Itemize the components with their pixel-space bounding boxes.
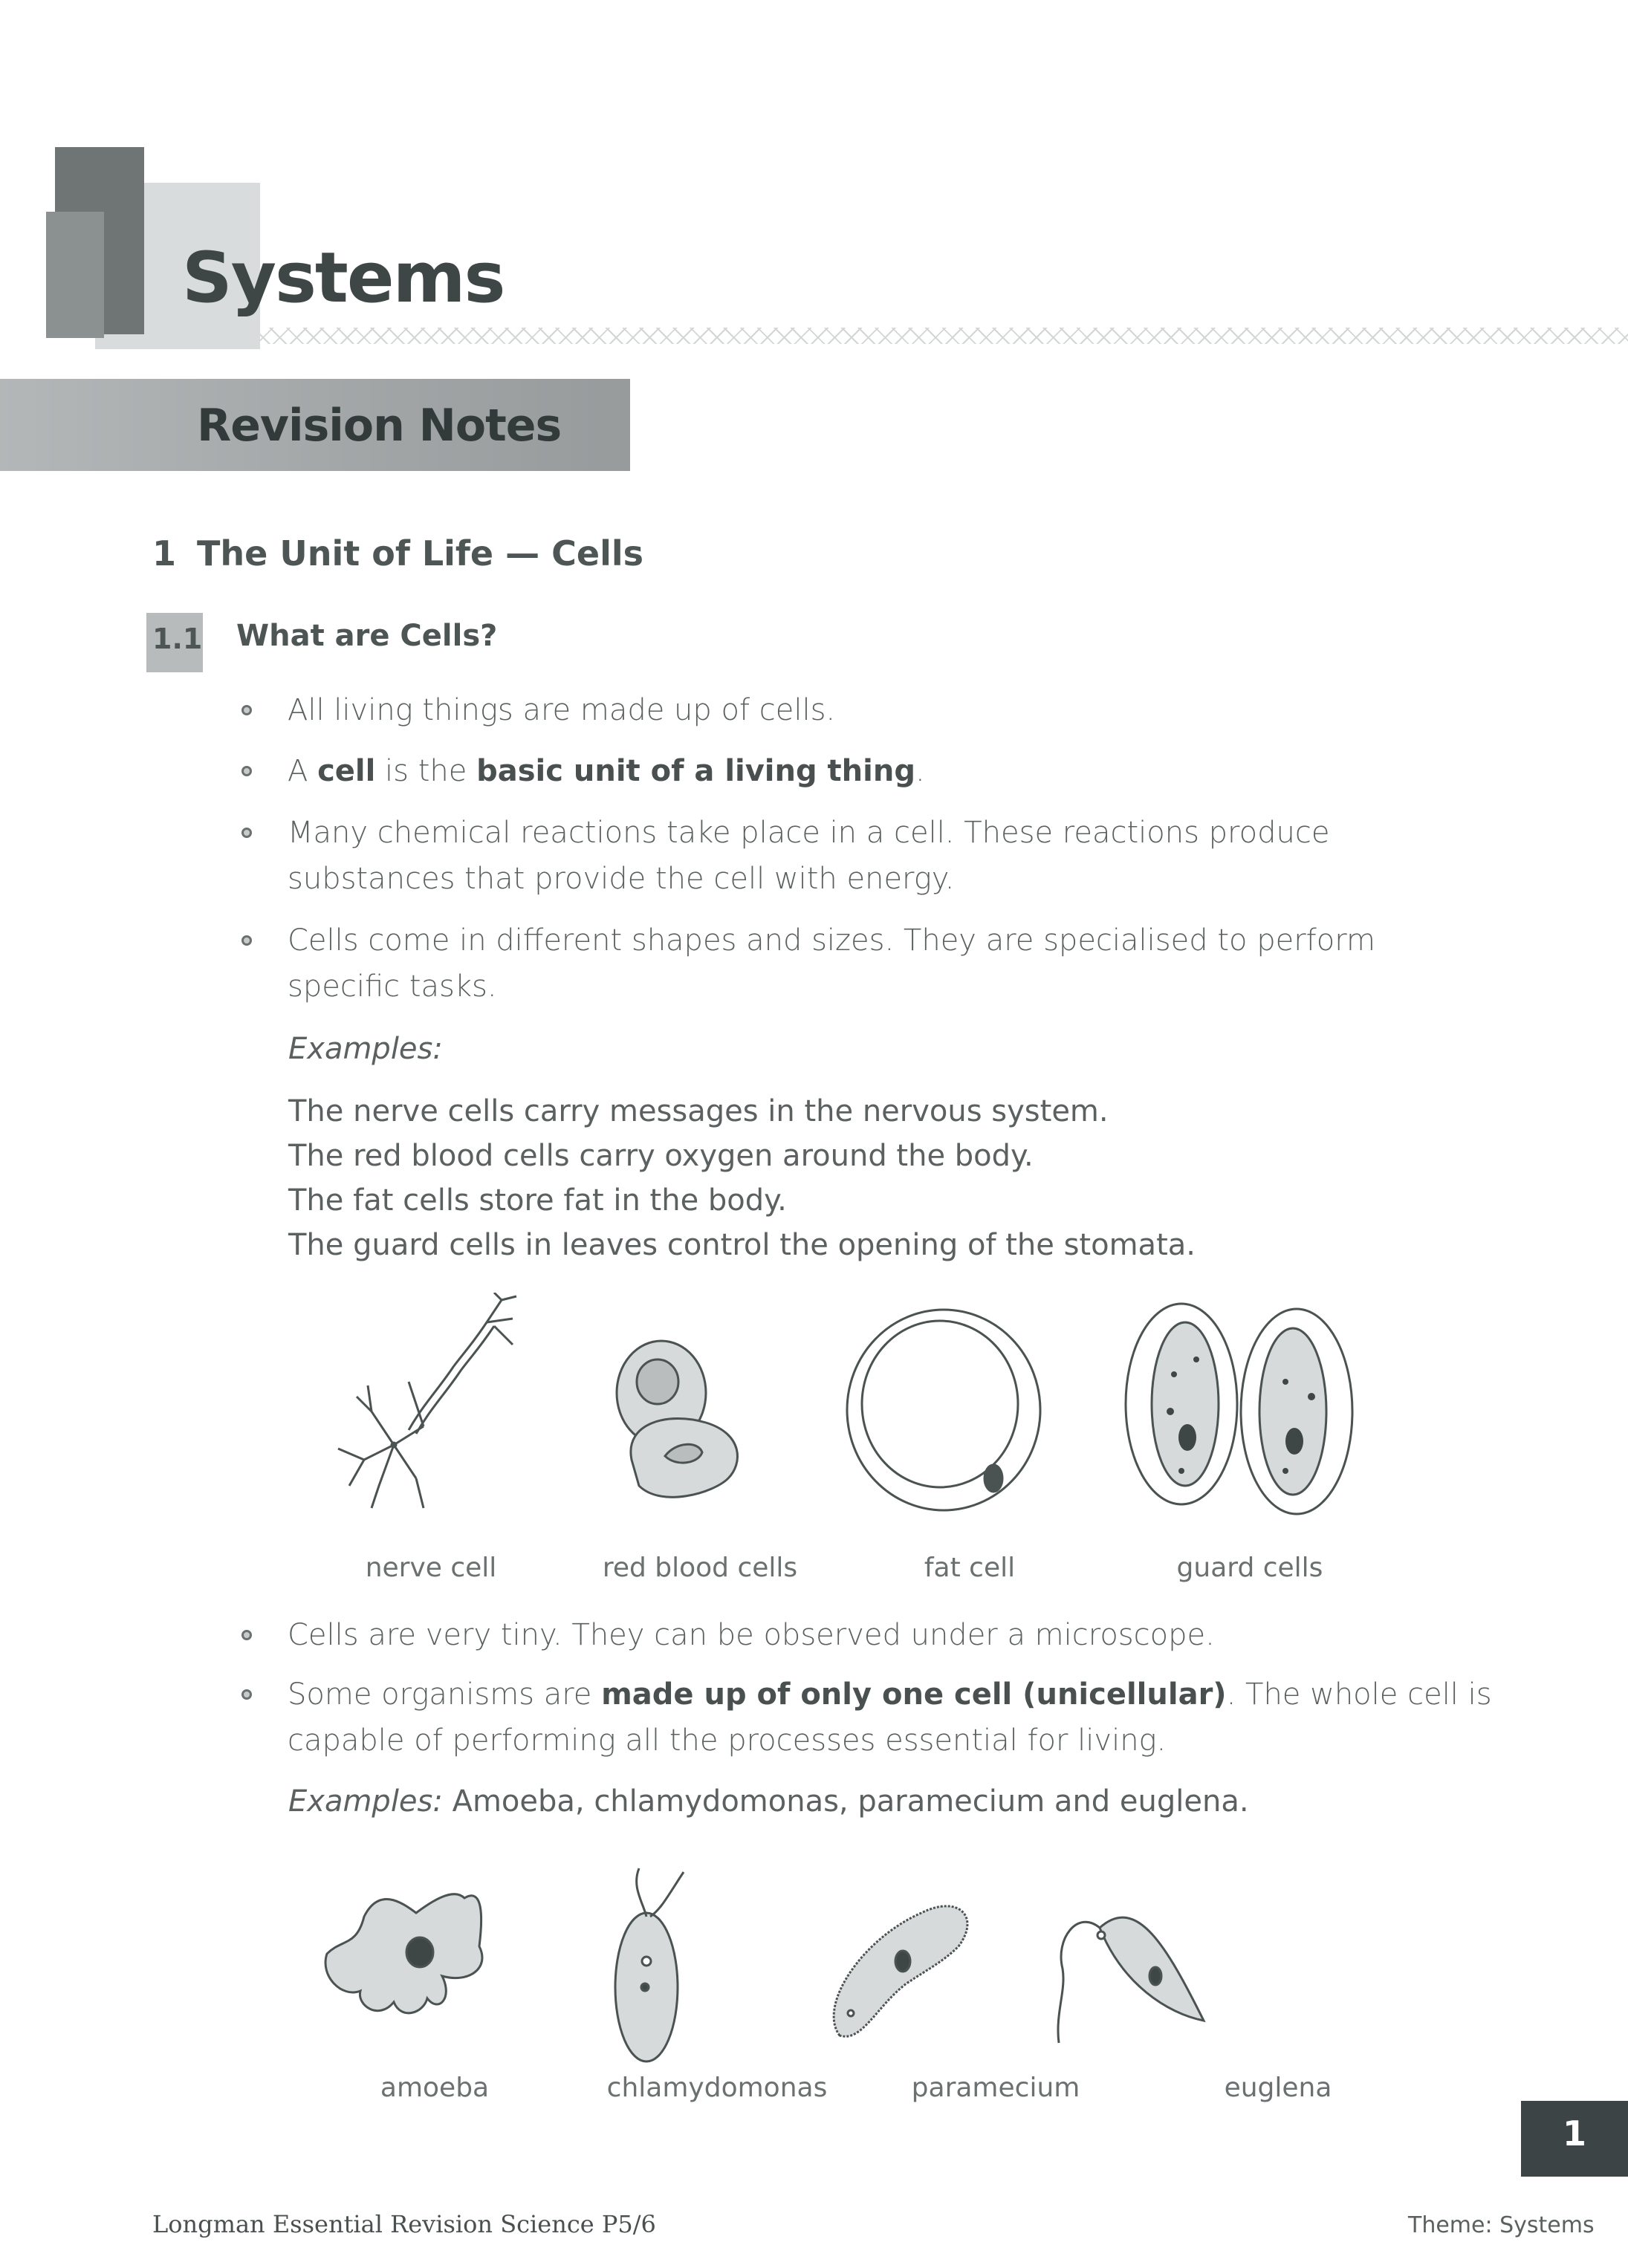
- header-block-mid: [46, 212, 104, 338]
- examples-label: Examples:: [288, 1784, 443, 1819]
- bullet-icon: [241, 705, 252, 715]
- text-run: Cells come in different shapes and sizes. They are specialised to perform specific tasks.: [288, 923, 1375, 1004]
- book-title: Longman Essential Revision Science P5/6: [152, 2210, 656, 2238]
- figure-caption: guard cells: [1176, 1553, 1323, 1583]
- examples-text: Amoeba, chlamydomonas, paramecium and euglena.: [442, 1784, 1249, 1819]
- text-run: Many chemical reactions take place in a cell. These reactions produce substances that provide the cell with energy.: [288, 816, 1330, 896]
- bullet-item: [241, 810, 1505, 902]
- page-title: Systems: [182, 238, 505, 319]
- bullet-text: [288, 810, 1387, 902]
- nerve-cell-icon: [338, 1293, 516, 1508]
- text-run: .: [915, 754, 925, 788]
- fat-cell-icon: [847, 1310, 1040, 1510]
- euglena-icon: [1058, 1917, 1204, 2043]
- amoeba-icon: [325, 1894, 482, 2013]
- text-run: Cells are very tiny. They can be observed under a microscope.: [288, 1618, 1215, 1652]
- specialised-cells-figure: [327, 1293, 1382, 1515]
- chapter-title: The Unit of Life — Cells: [197, 533, 644, 574]
- bullet-icon: [241, 766, 252, 776]
- diamond-divider: [260, 328, 1628, 344]
- bullet-icon: [241, 828, 252, 838]
- chapter-heading: [152, 533, 643, 574]
- examples-line: [288, 1779, 1551, 1824]
- example-line: The guard cells in leaves control the opening of the stomata.: [288, 1228, 1196, 1262]
- bullet-text: [288, 687, 1521, 733]
- theme-label: Theme: Systems: [1408, 2212, 1595, 2238]
- bullet-icon: [241, 935, 252, 946]
- figure-caption: paramecium: [911, 2073, 1080, 2103]
- bold-term: cell: [317, 754, 376, 788]
- example-line: The fat cells store fat in the body.: [288, 1183, 787, 1218]
- figure-caption: red blood cells: [602, 1553, 798, 1583]
- paramecium-icon: [834, 1906, 967, 2036]
- chapter-number: 1: [152, 533, 177, 574]
- bold-term: basic unit of a living thing: [476, 754, 915, 788]
- examples-label: Examples:: [288, 1032, 443, 1066]
- bullet-text: [288, 1612, 1521, 1658]
- subsection-title: What are Cells?: [236, 619, 498, 653]
- red-blood-cells-icon: [617, 1341, 737, 1497]
- figure-caption: fat cell: [924, 1553, 1016, 1583]
- bullet-text: [288, 917, 1447, 1010]
- figure-caption: nerve cell: [365, 1553, 497, 1583]
- revision-notes-label: Revision Notes: [197, 400, 562, 452]
- text-run: Some organisms are: [288, 1677, 602, 1712]
- unicellular-organisms-figure: [312, 1857, 1412, 2080]
- subsection-number: 1.1: [152, 623, 203, 655]
- bullet-item: [241, 1612, 1505, 1658]
- bullet-text: [288, 748, 1521, 794]
- example-line: The red blood cells carry oxygen around the body.: [288, 1139, 1034, 1173]
- bullet-item: [241, 1671, 1505, 1764]
- figure-caption: euglena: [1224, 2073, 1332, 2103]
- text-run: . The whole cell is capable of performing all the processes essential for living.: [288, 1677, 1492, 1758]
- figure-caption: chlamydomonas: [606, 2073, 828, 2103]
- chlamydomonas-icon: [615, 1868, 684, 2061]
- text-run: is the: [375, 754, 477, 788]
- bullet-item: [241, 748, 1505, 794]
- example-line: The nerve cells carry messages in the nervous system.: [288, 1094, 1109, 1128]
- guard-cells-icon: [1126, 1304, 1352, 1514]
- bold-term: made up of only one cell (unicellular): [601, 1677, 1227, 1712]
- bullet-icon: [241, 1630, 252, 1640]
- page-number: 1: [1562, 2113, 1586, 2154]
- text-run: A: [288, 754, 318, 788]
- bullet-item: [241, 687, 1505, 733]
- bullet-item: [241, 917, 1505, 1010]
- bullet-text: [288, 1671, 1506, 1764]
- figure-caption: amoeba: [380, 2073, 490, 2103]
- bullet-icon: [241, 1689, 252, 1700]
- text-run: All living things are made up of cells.: [288, 693, 836, 727]
